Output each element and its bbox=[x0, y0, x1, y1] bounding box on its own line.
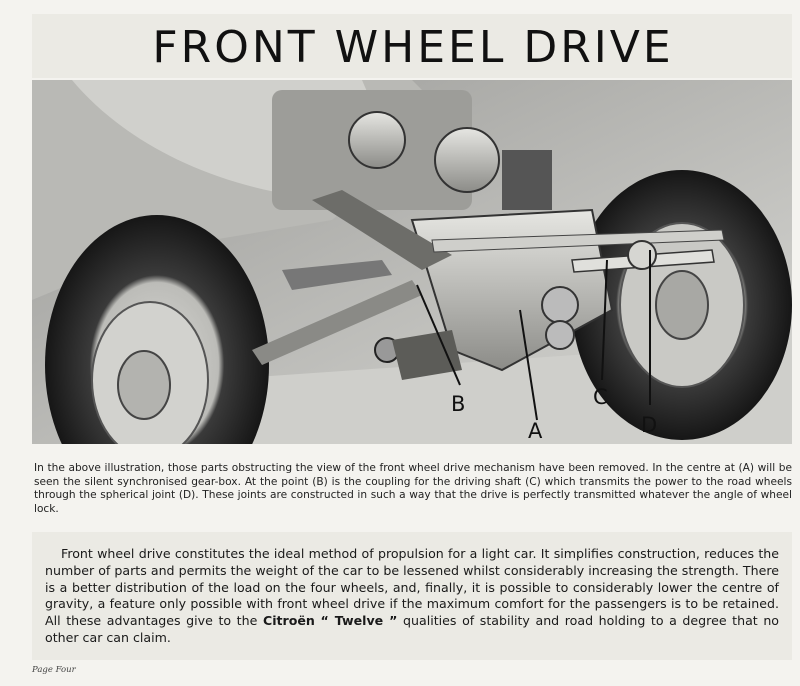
mechanism-photo bbox=[32, 80, 792, 444]
label-d: D bbox=[641, 413, 658, 437]
body-paragraph bbox=[45, 546, 779, 647]
model-name: “ Twelve ” bbox=[320, 613, 398, 629]
page-footer: Page Four bbox=[32, 665, 76, 675]
label-b: B bbox=[451, 392, 466, 416]
brand-name: Citroën bbox=[262, 613, 315, 629]
label-a: A bbox=[528, 419, 543, 443]
illustration-caption: In the above illustration, those parts obstructing the view of the front wheel drive mechanism have been removed. In the centre at (A) will be seen the silent synchronised gear-box. At the point (B) is the coupling for the driving shaft (C) which transmits the power to the road wheels through the spherical joint (D). These joints are constructed in such a way that the drive is perfectly transmitted whatever the angle of wheel lock. bbox=[34, 462, 792, 515]
label-c: C bbox=[593, 385, 608, 409]
page-title: FRONT WHEEL DRIVE bbox=[152, 22, 674, 73]
front-wheel-drive-illustration bbox=[32, 80, 792, 444]
body-text-after: qualities of stability and road holding to a degree that no other car can claim. bbox=[45, 613, 780, 645]
body-text-before: Front wheel drive constitutes the ideal method of propulsion for a light car. It simplifies construction, reduces the number of parts and permits the weight of the car to be lessened whilst considerably increasing the strength. There is a better distribution of the load on the four wheels, and, finally, it is possible to considerably lower the centre of gravity, a feature only possible with front wheel drive if the maximum comfort for the passengers is to be retained. All these advantages give to the bbox=[45, 546, 779, 629]
